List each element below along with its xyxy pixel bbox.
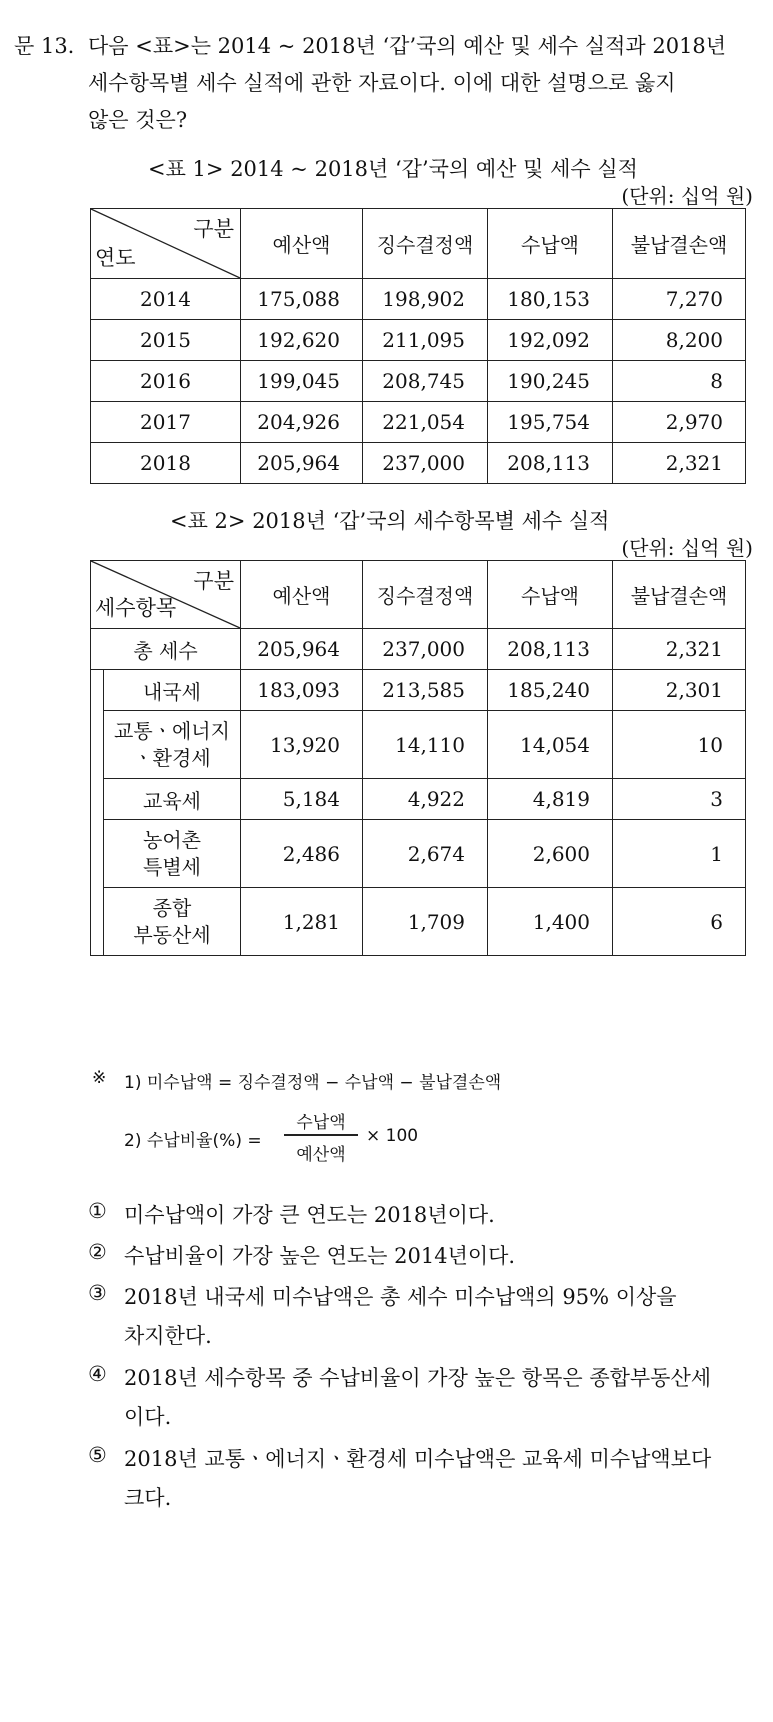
table2-cell: 208,113	[488, 629, 613, 670]
table1-cell: 2,970	[613, 402, 746, 443]
table1-cell: 221,054	[363, 402, 488, 443]
table2-indent	[91, 779, 104, 820]
table2-cell: 5,184	[241, 779, 363, 820]
table1-header: 예산액	[241, 209, 363, 279]
fraction-bar	[284, 1134, 358, 1136]
table2-item: 교육세	[104, 779, 241, 820]
table2-cell: 14,110	[363, 711, 488, 779]
table1-header: 수납액	[488, 209, 613, 279]
table-row	[91, 361, 746, 402]
table2-cell: 2,301	[613, 670, 746, 711]
table2-header: 불납결손액	[613, 561, 746, 629]
note-2-suffix: × 100	[366, 1126, 419, 1146]
table2-total-label: 총 세수	[91, 629, 241, 670]
option-4-text[interactable]: 2018년 세수항목 중 수납비율이 가장 높은 항목은 종합부동산세	[124, 1366, 712, 1390]
table2-cell: 4,819	[488, 779, 613, 820]
table1-cell: 195,754	[488, 402, 613, 443]
note-mark: ※	[92, 1068, 107, 1088]
table1-year: 2018	[91, 443, 241, 484]
table1-caption: <표 1> 2014 ~ 2018년 ‘갑’국의 예산 및 세수 실적	[148, 157, 638, 181]
table2-cell: 205,964	[241, 629, 363, 670]
table2-cell: 2,600	[488, 820, 613, 888]
table-row	[91, 402, 746, 443]
table1	[90, 208, 746, 484]
table1-year: 2014	[91, 279, 241, 320]
table2-indent	[91, 670, 104, 711]
table1-year: 2015	[91, 320, 241, 361]
table1-corner-bottom: 연도	[95, 246, 136, 270]
table2-cell: 4,922	[363, 779, 488, 820]
table1-cell: 204,926	[241, 402, 363, 443]
option-4-text-cont[interactable]: 이다.	[124, 1405, 172, 1429]
table1-cell: 7,270	[613, 279, 746, 320]
table1-year: 2017	[91, 402, 241, 443]
table2-cell: 10	[613, 711, 746, 779]
table-row	[91, 320, 746, 361]
table2-cell: 1,709	[363, 888, 488, 956]
table2-cell: 1	[613, 820, 746, 888]
option-3-number[interactable]: ③	[88, 1281, 107, 1305]
option-5-number[interactable]: ⑤	[88, 1443, 107, 1467]
table2-header: 수납액	[488, 561, 613, 629]
table-row	[91, 711, 746, 779]
table1-cell: 180,153	[488, 279, 613, 320]
table2-cell: 14,054	[488, 711, 613, 779]
table1-cell: 205,964	[241, 443, 363, 484]
table2-header: 징수결정액	[363, 561, 488, 629]
table2-indent	[91, 888, 104, 956]
table2-header: 예산액	[241, 561, 363, 629]
option-5-text[interactable]: 2018년 교통ㆍ에너지ㆍ환경세 미수납액은 교육세 미수납액보다	[124, 1447, 712, 1471]
table1-cell: 198,902	[363, 279, 488, 320]
table2-unit: (단위: 십억 원)	[621, 536, 753, 560]
table1-cell: 192,620	[241, 320, 363, 361]
table2-cell: 2,674	[363, 820, 488, 888]
option-4-number[interactable]: ④	[88, 1362, 107, 1386]
table-row	[91, 629, 746, 670]
table2-cell: 1,281	[241, 888, 363, 956]
table1-unit: (단위: 십억 원)	[621, 184, 753, 208]
table2	[90, 560, 746, 956]
table2-corner-bottom: 세수항목	[95, 596, 177, 620]
option-3-text-cont[interactable]: 차지한다.	[124, 1324, 212, 1348]
table2-item: 농어촌 특별세	[104, 820, 241, 888]
table1-cell: 175,088	[241, 279, 363, 320]
table1-cell: 208,745	[363, 361, 488, 402]
question-number: 문 13.	[14, 34, 75, 58]
table2-cell: 13,920	[241, 711, 363, 779]
table2-cell: 2,486	[241, 820, 363, 888]
table-row	[91, 779, 746, 820]
option-3-text[interactable]: 2018년 내국세 미수납액은 총 세수 미수납액의 95% 이상을	[124, 1285, 677, 1309]
table2-cell: 2,321	[613, 629, 746, 670]
table-row	[91, 279, 746, 320]
table1-cell: 190,245	[488, 361, 613, 402]
table2-cell: 1,400	[488, 888, 613, 956]
table2-indent	[91, 820, 104, 888]
table1-header: 징수결정액	[363, 209, 488, 279]
table-row	[91, 820, 746, 888]
note-1: 1) 미수납액 = 징수결정액 − 수납액 − 불납결손액	[124, 1073, 502, 1093]
table1-year: 2016	[91, 361, 241, 402]
question-line-2: 세수항목별 세수 실적에 관한 자료이다. 이에 대한 설명으로 옳지	[88, 71, 676, 95]
note-2-prefix: 2) 수납비율(%) =	[124, 1131, 262, 1151]
option-2-text[interactable]: 수납비율이 가장 높은 연도는 2014년이다.	[124, 1244, 516, 1268]
table1-header: 불납결손액	[613, 209, 746, 279]
table1-corner-top: 구분	[193, 217, 234, 241]
table2-item: 내국세	[104, 670, 241, 711]
table2-header-row	[91, 561, 746, 629]
table2-caption: <표 2> 2018년 ‘갑’국의 세수항목별 세수 실적	[170, 509, 610, 533]
table-row	[91, 443, 746, 484]
table1-cell: 237,000	[363, 443, 488, 484]
table2-cell: 183,093	[241, 670, 363, 711]
table2-cell: 6	[613, 888, 746, 956]
table1-header-row	[91, 209, 746, 279]
table1-cell: 208,113	[488, 443, 613, 484]
option-1-number[interactable]: ①	[88, 1199, 107, 1223]
table1-cell: 2,321	[613, 443, 746, 484]
table2-item: 교통ㆍ에너지 ㆍ환경세	[104, 711, 241, 779]
table1-cell: 192,092	[488, 320, 613, 361]
question-line-1: 다음 <표>는 2014 ~ 2018년 ‘갑’국의 예산 및 세수 실적과 2018년	[88, 34, 727, 58]
note-2-numerator: 수납액	[296, 1113, 346, 1133]
note-2-denominator: 예산액	[296, 1145, 346, 1165]
question-line-3: 않은 것은?	[88, 108, 188, 132]
table1-corner-cell	[91, 209, 241, 279]
table2-indent	[91, 711, 104, 779]
table2-item: 종합 부동산세	[104, 888, 241, 956]
table1-cell: 211,095	[363, 320, 488, 361]
table2-corner-top: 구분	[193, 569, 234, 593]
table1-cell: 199,045	[241, 361, 363, 402]
table2-cell: 3	[613, 779, 746, 820]
table1-cell: 8	[613, 361, 746, 402]
table-row	[91, 888, 746, 956]
table1-cell: 8,200	[613, 320, 746, 361]
option-5-text-cont[interactable]: 크다.	[124, 1486, 172, 1510]
table2-cell: 185,240	[488, 670, 613, 711]
table2-cell: 213,585	[363, 670, 488, 711]
table2-cell: 237,000	[363, 629, 488, 670]
option-1-text[interactable]: 미수납액이 가장 큰 연도는 2018년이다.	[124, 1203, 495, 1227]
table-row	[91, 670, 746, 711]
option-2-number[interactable]: ②	[88, 1240, 107, 1264]
table2-corner-cell	[91, 561, 241, 629]
